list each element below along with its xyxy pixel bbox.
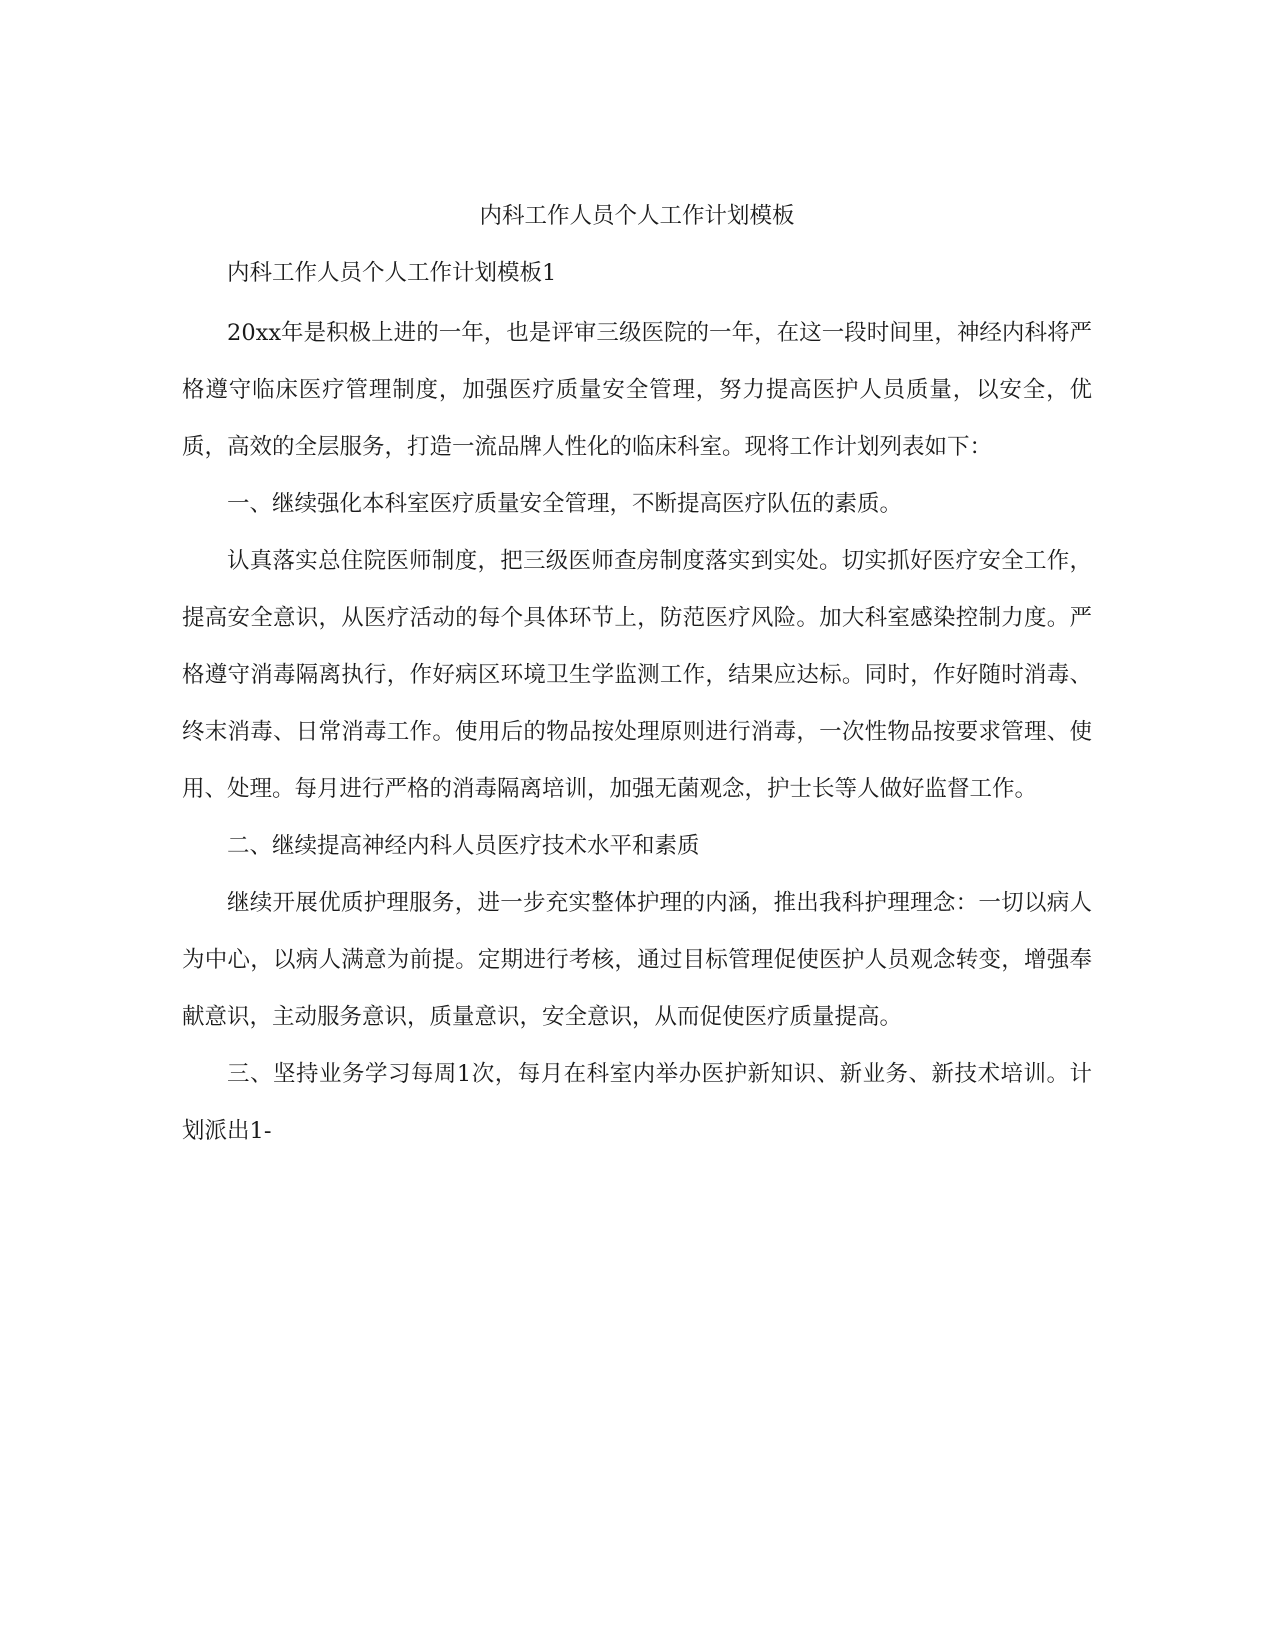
paragraph-training: 三、坚持业务学习每周1次，每月在科室内举办医护新知识、新业务、新技术培训。计划派出1- (182, 1061, 1092, 1144)
section-heading-2: 二、继续提高神经内科人员医疗技术水平和素质 (227, 833, 700, 859)
section-subtitle: 内科工作人员个人工作计划模板1 (227, 260, 557, 286)
document-body (182, 196, 1092, 1160)
paragraph-nursing-service: 继续开展优质护理服务，进一步充实整体护理的内涵，推出我科护理理念：一切以病人为中心，以病人满意为前提。定期进行考核，通过目标管理促使医护人员观念转变，增强奉献意识，主动服务意识，质量意识，安全意识，从而促使医疗质量提高。 (182, 890, 1092, 1030)
paragraph-intro: 20xx年是积极上进的一年，也是评审三级医院的一年，在这一段时间里，神经内科将严格遵守临床医疗管理制度，加强医疗质量安全管理，努力提高医护人员质量，以安全，优质，高效的全层服务，打造一流品牌人性化的临床科室。现将工作计划列表如下： (182, 320, 1092, 460)
document-title: 内科工作人员个人工作计划模板 (479, 203, 795, 229)
section-heading-1: 一、继续强化本科室医疗质量安全管理，不断提高医疗队伍的素质。 (227, 491, 903, 517)
paragraph-safety-management: 认真落实总住院医师制度，把三级医师查房制度落实到实处。切实抓好医疗安全工作，提高安全意识，从医疗活动的每个具体环节上，防范医疗风险。加大科室感染控制力度。严格遵守消毒隔离执行，作好病区环境卫生学监测工作，结果应达标。同时，作好随时消毒、终末消毒、日常消毒工作。使用后的物品按处理原则进行消毒，一次性物品按要求管理、使用、处理。每月进行严格的消毒隔离培训，加强无菌观念，护士长等人做好监督工作。 (182, 548, 1092, 802)
